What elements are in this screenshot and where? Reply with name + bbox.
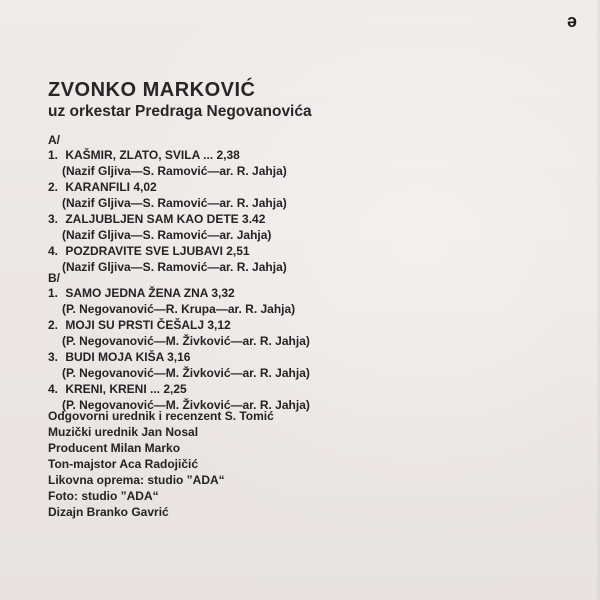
track-credit: (Nazif Gljiva—S. Ramović—ar. R. Jahja): [62, 260, 287, 274]
card-edge-shadow: [596, 0, 600, 600]
track-name: KARANFILI 4,02: [65, 180, 157, 194]
track-title: [48, 349, 310, 365]
track-credit: (Nazif Gljiva—S. Ramović—ar. R. Jahja): [62, 196, 287, 210]
track-credit: (P. Negovanović—M. Živković—ar. R. Jahja): [62, 334, 310, 348]
track-name: KAŠMIR, ZLATO, SVILA ... 2,38: [65, 148, 240, 162]
track-name: POZDRAVITE SVE LJUBAVI 2,51: [65, 244, 250, 258]
track-title: [48, 211, 287, 227]
track-credit: (P. Negovanović—M. Živković—ar. R. Jahja): [62, 398, 310, 412]
track-number: 3.: [48, 212, 59, 226]
track-name: SAMO JEDNA ŽENA ZNA 3,32: [65, 286, 235, 300]
track-number: 3.: [48, 350, 59, 364]
credit-line-sound-engineer: Ton-majstor Aca Radojičić: [48, 457, 199, 471]
corner-mark: e: [567, 13, 578, 33]
credit-line-music-editor: Muzički urednik Jan Nosal: [48, 425, 199, 439]
credit-line-producer: Producent Milan Marko: [48, 441, 181, 455]
credit-line-art-direction: Likovna oprema: studio ”ADA“: [48, 473, 225, 487]
credit-line-design: Dizajn Branko Gavrić: [48, 505, 169, 519]
track-name: ZALJUBLJEN SAM KAO DETE 3.42: [65, 212, 266, 226]
track-credit: (Nazif Gljiva—S. Ramović—ar. Jahja): [62, 228, 272, 242]
track-credit: (P. Negovanović—R. Krupa—ar. R. Jahja): [62, 302, 296, 316]
credit-line-editor: Odgovorni urednik i recenzent S. Tomić: [48, 409, 274, 423]
track-number: 2.: [48, 318, 59, 332]
credit-line-photo: Foto: studio ”ADA“: [48, 489, 159, 503]
track-number: 2.: [48, 180, 59, 194]
track-title: [48, 179, 287, 195]
track-credit: (P. Negovanović—M. Živković—ar. R. Jahja): [62, 366, 310, 380]
production-credits: [48, 408, 274, 520]
track-number: 1.: [48, 286, 59, 300]
track-number: 4.: [48, 244, 59, 258]
side-a-label: A/: [48, 133, 60, 147]
track-name: MOJI SU PRSTI ČEŠALJ 3,12: [65, 318, 231, 332]
track-credit: (Nazif Gljiva—S. Ramović—ar. R. Jahja): [62, 164, 287, 178]
track-number: 1.: [48, 148, 59, 162]
track-title: [48, 243, 287, 259]
track-title: [48, 317, 310, 333]
track-name: KRENI, KRENI ... 2,25: [65, 382, 187, 396]
track-title: [48, 285, 310, 301]
side-a-tracklist: [48, 132, 287, 275]
track-number: 4.: [48, 382, 59, 396]
track-name: BUDI MOJA KIŠA 3,16: [65, 350, 191, 364]
track-title: [48, 381, 310, 397]
side-b-tracklist: [48, 270, 310, 413]
artist-name: ZVONKO MARKOVIĆ: [48, 79, 256, 101]
side-b-label: B/: [48, 271, 60, 285]
orchestra-line: uz orkestar Predraga Negovanovića: [48, 103, 312, 120]
track-title: [48, 147, 287, 163]
header: [48, 78, 312, 121]
